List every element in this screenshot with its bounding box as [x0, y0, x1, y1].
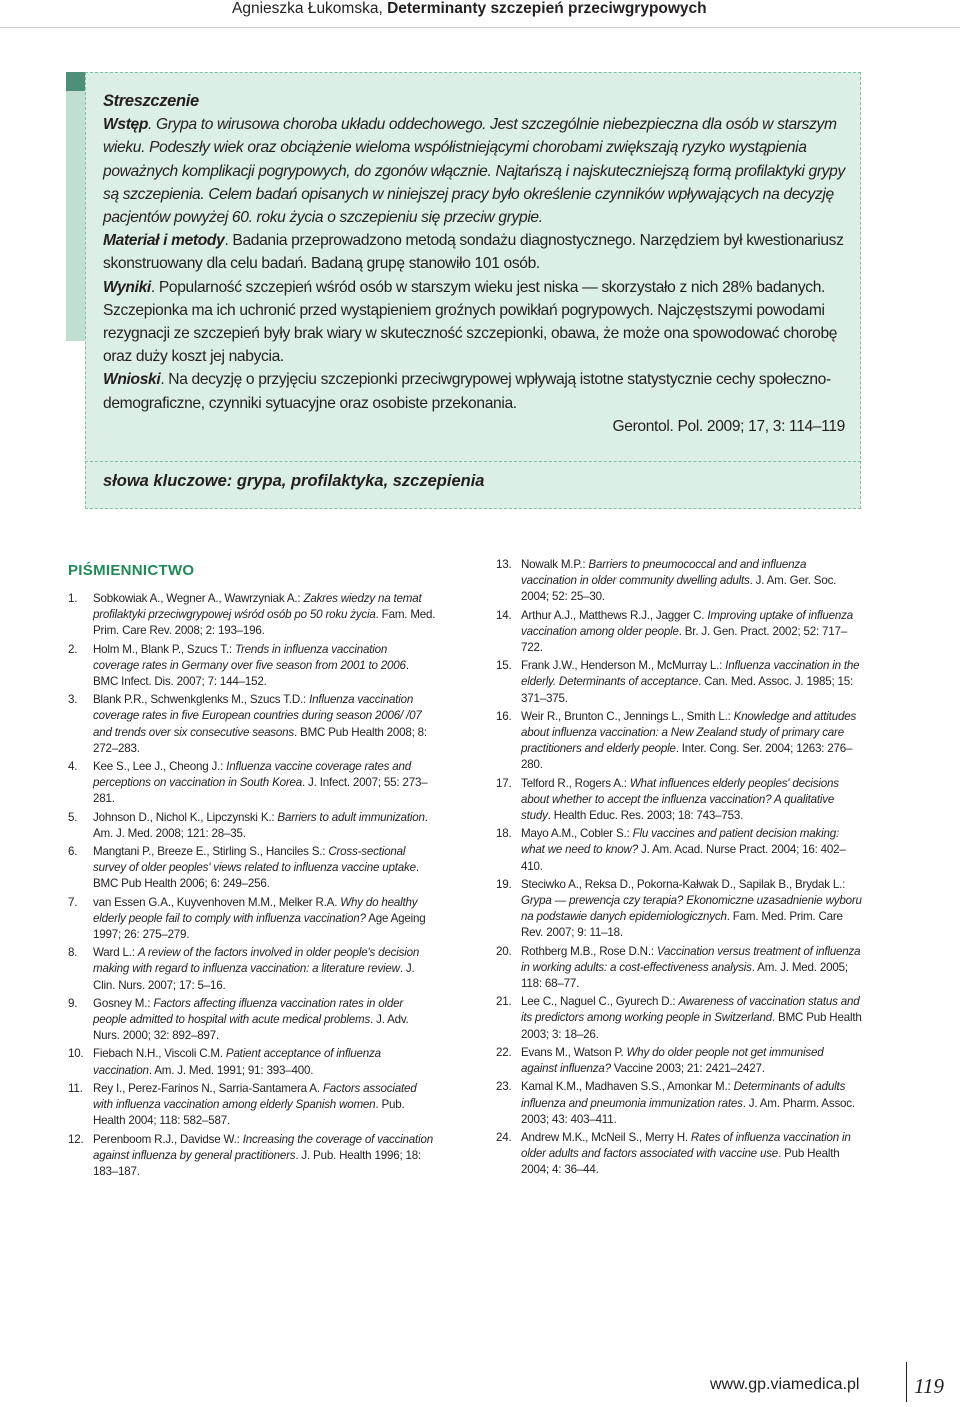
reference-source: . Pub Health 2004; 4: 36–44. — [521, 1147, 840, 1177]
reference-number: 16. — [496, 709, 512, 723]
reference-authors: Mangtani P., Breeze E., Stirling S., Hanciles S.: — [93, 845, 329, 859]
reference-number: 12. — [68, 1132, 84, 1146]
reference-source: Age Ageing 1997; 26: 275–279. — [93, 911, 426, 942]
reference-number: 3. — [68, 693, 78, 707]
reference-source: . J. Infect. 2007; 55: 273–281. — [93, 776, 428, 806]
reference-authors: Rothberg M.B., Rose D.N.: — [521, 944, 657, 958]
reference-title: Awareness of vaccination status and its predictors among working people in Switzerland — [521, 995, 860, 1025]
citation: Gerontol. Pol. 2009; 17, 3: 114–119 — [612, 417, 845, 435]
reference-authors: Nowalk M.P.: — [521, 558, 589, 571]
section-marker — [66, 72, 85, 91]
reference-item — [496, 994, 862, 1043]
reference-number: 17. — [496, 776, 512, 790]
conclusions-text: . Na decyzję o przyjęciu szczepionki przeciwgrypowej wpływają istotne statystycznie cechy społeczno-demograficzne, czynniki sytuacyjne oraz osobiste przekonania. — [103, 371, 831, 412]
footer-divider — [906, 1362, 907, 1402]
reference-source: . Am. J. Med. 2005; 118: 68–77. — [521, 960, 848, 991]
reference-source: . J. Clin. Nurs. 2007; 17: 5–16. — [93, 962, 415, 992]
conclusions-label: Wnioski — [103, 371, 161, 389]
reference-number: 2. — [68, 642, 78, 656]
abstract-divider — [85, 461, 861, 462]
reference-item — [496, 608, 862, 657]
reference-item — [496, 1130, 862, 1179]
reference-title: Increasing the coverage of vaccination against influenza by general practitioners — [93, 1132, 433, 1162]
results-text: . Popularność szczepień wśród osób w starszym wieku jest niska — skorzystało z nich 28% badanych. Szczepionka ma ich uchronić przed wystąpieniem groźnych powikłań pogrypowych. Najczęstszymi powodami rezygnacji ze szczepień były brak wiary w skuteczność szczepionki, obawa, że może ona spowodować chorobę oraz duży koszt jej nabycia. — [103, 278, 838, 366]
reference-item — [68, 1132, 436, 1181]
reference-number: 24. — [496, 1130, 512, 1144]
reference-authors: Gosney M.: — [93, 996, 154, 1010]
reference-number: 6. — [68, 845, 78, 859]
reference-title: Trends in influenza vaccination coverage rates in Germany over five season from 2001 to 2006 — [93, 642, 406, 672]
reference-number: 15. — [496, 659, 512, 673]
reference-number: 5. — [68, 810, 78, 824]
reference-number: 20. — [496, 944, 512, 958]
reference-source: . J. Am. Ger. Soc. 2004; 52: 25–30. — [521, 574, 837, 604]
header-rule — [0, 27, 960, 28]
reference-authors: Evans M., Watson P. — [521, 1045, 627, 1059]
reference-source: . Can. Med. Assoc. J. 1985; 15: 371–375. — [521, 675, 854, 705]
reference-number: 4. — [68, 760, 78, 774]
reference-item — [68, 844, 436, 893]
results-label: Wyniki — [103, 278, 151, 296]
reference-title: Factors affecting ifluenza vaccination rates in older people admitted to hospital with acute medical problems — [93, 996, 404, 1027]
reference-authors: Ward L.: — [93, 946, 138, 960]
reference-item — [496, 776, 862, 825]
reference-authors: Frank J.W., Henderson M., McMurray L.: — [521, 659, 726, 673]
reference-number: 13. — [496, 558, 512, 571]
header-title: Determinanty szczepień przeciwgrypowych — [387, 0, 707, 17]
reference-title: Barriers to adult immunization — [277, 810, 425, 824]
reference-title: Determinants of adults influenza and pneumonia immunization rates — [521, 1080, 846, 1110]
reference-item — [68, 810, 436, 842]
methods-text: . Badania przeprowadzono metodą sondażu diagnostycznego. Narzędziem był kwestionariusz skonstruowany dla celu badań. Badaną grupę stanowiło 101 osób. — [103, 232, 844, 273]
reference-title: Patient acceptance of influenza vaccination — [93, 1047, 381, 1077]
reference-title: Vaccination versus treatment of influenza in working adults: a cost-effectiveness analysis — [521, 944, 861, 974]
reference-item — [68, 996, 436, 1045]
reference-number: 21. — [496, 995, 512, 1009]
reference-authors: van Essen G.A., Kuyvenhoven M.M., Melker R.A. — [93, 895, 341, 909]
reference-title: A review of the factors involved in older people's decision making with regard to influenza vaccination: a literature review — [93, 946, 420, 976]
reference-item — [496, 826, 862, 875]
reference-item — [496, 944, 862, 993]
references-left-column — [68, 591, 436, 1182]
keywords: słowa kluczowe: grypa, profilaktyka, szczepienia — [103, 472, 485, 490]
reference-title: Why do healthy elderly people fail to comply with influenza vaccination? — [93, 895, 418, 925]
reference-item — [496, 557, 862, 606]
reference-number: 14. — [496, 608, 512, 622]
reference-title: Cross-sectional survey of older peoples' views related to influenza vaccine uptake — [93, 845, 416, 875]
reference-source: . BMC Infect. Dis. 2007; 7: 144–152. — [93, 658, 409, 689]
reference-source: . J. Adv. Nurs. 2000; 32: 892–897. — [93, 1013, 409, 1043]
abstract-heading: Streszczenie — [103, 92, 199, 110]
reference-item — [496, 658, 862, 707]
reference-item — [68, 895, 436, 944]
references-heading: PIŚMIENNICTWO — [68, 562, 195, 579]
intro-label: Wstęp — [103, 116, 149, 134]
reference-title: Flu vaccines and patient decision making: what we need to know? — [521, 827, 839, 857]
reference-title: Zakres wiedzy na temat profilaktyki przeciwgrypowej wśród osób po 50 roku życia — [93, 592, 422, 622]
reference-title: Improving uptake of influenza vaccination among older people — [521, 608, 853, 638]
reference-source: . BMC Pub Health 2008; 8: 272–283. — [93, 725, 427, 755]
reference-number: 7. — [68, 895, 78, 909]
reference-number: 19. — [496, 877, 512, 891]
reference-authors: Perenboom R.J., Davidse W.: — [93, 1132, 243, 1146]
reference-title: Rates of influenza vaccination in older adults and factors associated with vaccine use — [521, 1130, 851, 1161]
reference-item — [68, 759, 436, 808]
reference-number: 23. — [496, 1080, 512, 1094]
reference-item — [68, 1081, 436, 1130]
reference-item — [496, 1079, 862, 1128]
abstract-text — [103, 90, 845, 438]
reference-source: . Fam. Med. Prim. Care Rev. 2007; 9: 11–18. — [521, 910, 843, 940]
page-number: 119 — [914, 1374, 944, 1398]
reference-authors: Sobkowiak A., Wegner A., Wawrzyniak A.: — [93, 592, 304, 605]
reference-authors: Rey I., Perez-Farinos N., Sarria-Santamera A. — [93, 1081, 323, 1095]
reference-source: J. Am. Acad. Nurse Pract. 2004; 16: 402–410. — [521, 843, 846, 873]
references-right-column — [496, 557, 862, 1181]
reference-title: Influenza vaccination coverage rates in five European countries during season 2006/ /07 and trends over six consecutive seasons — [93, 693, 422, 739]
reference-source: . Am. J. Med. 2008; 121: 28–35. — [93, 810, 428, 840]
reference-number: 8. — [68, 946, 78, 960]
reference-source: . Inter. Cong. Ser. 2004; 1263: 276–280. — [521, 742, 853, 772]
reference-number: 18. — [496, 827, 512, 841]
reference-number: 10. — [68, 1047, 84, 1061]
header-author: Agnieszka Łukomska, — [232, 0, 388, 17]
reference-title: Factors associated with influenza vaccination among elderly Spanish women — [93, 1081, 417, 1112]
reference-authors: Fiebach N.H., Viscoli C.M. — [93, 1047, 226, 1061]
reference-title: Influenza vaccination in the elderly. Determinants of acceptance — [521, 659, 860, 689]
reference-item — [68, 1046, 436, 1078]
reference-authors: Kamal K.M., Madhaven S.S., Amonkar M.: — [521, 1080, 734, 1094]
reference-authors: Blank P.R., Schwenkglenks M., Szucs T.D.: — [93, 693, 310, 707]
reference-number: 11. — [68, 1081, 83, 1095]
reference-authors: Holm M., Blank P., Szucs T.: — [93, 642, 235, 656]
reference-item — [496, 877, 862, 942]
methods-label: Materiał i metody — [103, 232, 225, 250]
section-strip — [66, 91, 85, 341]
reference-authors: Johnson D., Nichol K., Lipczynski K.: — [93, 810, 278, 824]
reference-number: 1. — [68, 592, 78, 605]
reference-item — [68, 945, 436, 994]
reference-authors: Arthur A.J., Matthews R.J., Jagger C. — [521, 608, 708, 622]
reference-source: . Fam. Med. Prim. Care Rev. 2008; 2: 193–196. — [93, 608, 436, 638]
reference-title: Why do older people not get immunised against influenza? — [521, 1045, 824, 1076]
intro-text: . Grypa to wirusowa choroba układu oddechowego. Jest szczególnie niebezpieczna dla osób w starszym wieku. Podeszły wiek oraz obciążenie wieloma współistniejącymi chorobami zwiększają ryzyko wystąpienia poważnych komplikacji pogrypowych, do zgonów włącznie. Najtańszą i najskuteczniejszą formą profilaktyki grypy są szczepienia. Celem badań opisanych w niniejszej pracy było określenie czynników wpływających na decyzję pacjentów powyżej 60. roku życia o szczepieniu się przeciw grypie. — [103, 116, 845, 227]
reference-authors: Lee C., Naguel C., Gyurech D.: — [521, 995, 679, 1009]
reference-authors: Telford R., Rogers A.: — [521, 776, 630, 790]
reference-item — [68, 692, 436, 757]
reference-authors: Andrew M.K., McNeil S., Merry H. — [521, 1130, 691, 1144]
reference-item — [496, 709, 862, 774]
reference-number: 9. — [68, 996, 78, 1010]
reference-title: What influences elderly peoples' decisions about whether to accept the influenza vaccination? A qualitative study — [521, 776, 839, 823]
reference-authors: Weir R., Brunton C., Jennings L., Smith L.: — [521, 709, 734, 723]
reference-source: . Health Educ. Res. 2003; 18: 743–753. — [547, 809, 744, 823]
reference-item — [68, 642, 436, 691]
running-header — [232, 0, 707, 18]
reference-source: . BMC Pub Health 2006; 6: 249–256. — [93, 861, 419, 891]
reference-source: . Pub. Health 2004; 118: 582–587. — [93, 1098, 405, 1128]
reference-title: Knowledge and attitudes about influenza vaccination: a New Zealand study of primary care practitioners and elderly people — [521, 709, 857, 756]
reference-number: 22. — [496, 1045, 512, 1059]
reference-source: . J. Pub. Health 1996; 18: 183–187. — [93, 1148, 421, 1178]
reference-authors: Mayo A.M., Cobler S.: — [521, 827, 633, 841]
reference-title: Grypa — prewencja czy terapia? Ekonomiczne uzasadnienie wyboru na podstawie danych epidemiologicznych — [521, 894, 862, 924]
reference-authors: Kee S., Lee J., Cheong J.: — [93, 760, 227, 774]
reference-title: Influenza vaccine coverage rates and perceptions on vaccination in South Korea — [93, 760, 412, 790]
reference-source: Vaccine 2003; 21: 2421–2427. — [610, 1062, 765, 1076]
reference-source: . Br. J. Gen. Pract. 2002; 52: 717–722. — [521, 624, 848, 655]
reference-title: Barriers to pneumococcal and and influenza vaccination in older community dwelling adults — [521, 558, 807, 588]
reference-source: . BMC Pub Health 2003; 3: 18–26. — [521, 1011, 862, 1041]
reference-item — [68, 591, 436, 640]
reference-source: . J. Am. Pharm. Assoc. 2003; 43: 403–411. — [521, 1096, 855, 1126]
reference-authors: Steciwko A., Reksa D., Pokorna-Kałwak D., Sapilak B., Brydak L.: — [521, 877, 846, 891]
footer-url[interactable]: www.gp.viamedica.pl — [710, 1376, 860, 1393]
reference-source: . Am. J. Med. 1991; 91: 393–400. — [148, 1063, 314, 1077]
reference-item — [496, 1045, 862, 1077]
